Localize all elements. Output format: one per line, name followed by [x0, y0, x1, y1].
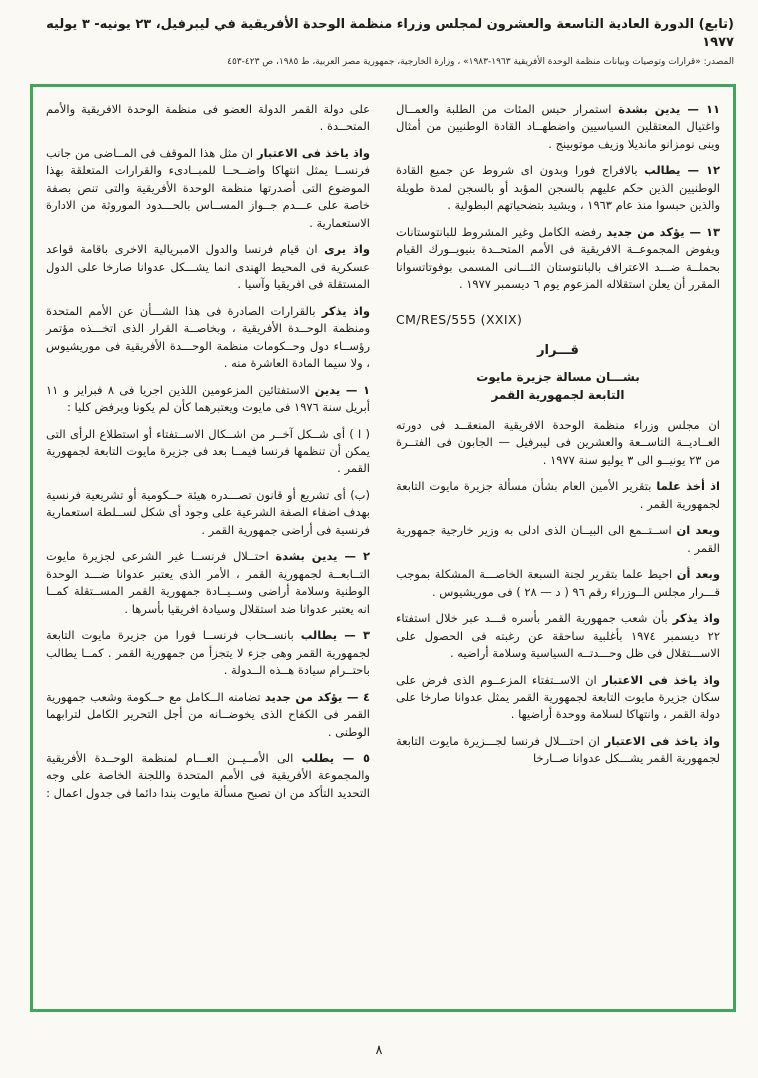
resolution-code: CM/RES/555 (XXIX) — [396, 311, 523, 327]
paragraph-text: احيط علما بتقرير لجنة السبعة الخاصـــة المشكلة بموجب قـــرار مجلس الــوزراء رقم ٩٦ ( د — ٢٨ ) فى موريشيوس . — [396, 567, 720, 599]
paragraph-text: ان احتـــلال فرنسا لجـــزيرة مايوت التابعة لجمهورية القمر يشـــكل عدوانا صــارخا — [396, 733, 720, 766]
paragraph-text: ان الاســتفتاء المزعــوم الذى فرض على سكان جزيرة مايوت التابعة لجمهورية القمر يمثل عدوانا صارخا على دولة القمر ، وانتهاكا لسلامة ووحدة أراضيها . — [396, 672, 720, 722]
paragraph-considering-referendum — [396, 672, 720, 724]
paragraph-text: بالقرارات الصادرة فى هذا الشـــأن عن الأمم المتحدة ومنظمة الوحــدة الأفريقية ، وبخاصــة القرار الذى اتخـــذه مؤتمر رؤســاء دول وحــكومات منظمة الوحـــدة الأفريقية فى موريشيوس ، ولا سيما المادة العاشرة منه . — [46, 303, 370, 371]
page-header — [24, 16, 734, 67]
paragraph-lead: اذ أخذ علما — [656, 479, 720, 494]
column-right — [396, 101, 720, 999]
paragraph-lead: وبعد أن — [676, 567, 720, 582]
paragraph-subitem-a — [46, 426, 370, 478]
column-left — [46, 101, 370, 999]
paragraph-lead: ٣ — يطالب — [300, 628, 371, 643]
paragraph-noting-report — [396, 478, 720, 513]
paragraph-text: على دولة القمر الدولة العضو فى منظمة الوحدة الافريقية والأمم المتحــدة . — [46, 102, 370, 134]
paragraph-preamble — [396, 417, 720, 469]
paragraph-text: اســتــمع الى البيــان الذى ادلى به وزير خارجية جمهورية القمر . — [396, 523, 720, 555]
paragraph-text: ان قيام فرنسا والدول الامبريالية الاخرى باقامة قواعد عسكرية فى المحيط الهندى انما يشـــكل عدوانا صارخا على الدول المستقلة فى افريقيا وآسيا . — [46, 242, 370, 292]
paragraph-text: استمرار حبس المئات من الطلبة والعمــال واغتيال المعتقلين السياسيين واضطهــاد القادة الوطنيين من أمثال وينى نومزانو مانديلا وزيف موتوبينج . — [396, 102, 720, 151]
paragraph-item-12 — [396, 162, 720, 214]
paragraph-lead: ١٣ — يؤكد من جديد — [606, 224, 721, 239]
paragraph-text: بأن شعب جمهورية القمر بأسره قـــد عبر خلال استفتاء ٢٢ ديسمبر ١٩٧٤ بأغلبية ساحقة عن رغبته فى الحصول على الاســـتقلال فى ظل وحـــدتــه السياسية وسلامة أراضيه . — [396, 611, 720, 661]
paragraph-lead: ١٢ — يطالب — [644, 163, 720, 178]
session-title: (تابع) الدورة العادية التاسعة والعشرون لمجلس وزراء منظمة الوحدة الأفريقية في ليبرفيل، ٢٣ يونيه- ٣ يوليه ١٩٧٧ — [46, 17, 734, 51]
page-number: ٨ — [375, 1043, 383, 1058]
paragraph-item-13 — [396, 224, 720, 294]
paragraph-text: ان مثل هذا الموقف فى المــاضى من جانب فرنســا يمثل انتهاكا واضــحــا للمبــادىء والقرارات المتعلقة بهذا الموضوع التى أصدرتها منظمة الوحدة الأفريقية والتى تنص بصفة خاصة على عـــدم جــواز المســاس بالحـــدود الموروثة من الادارة الاستعمارية . — [46, 145, 370, 230]
paragraph-text: بالافراج فورا وبدون اى شروط عن جميع القادة الوطنيين الذين حكم عليهم بالسجن المؤبد أو بالسجن لمدة طويلة والذين حبسوا منذ عام ١٩٦٣ ، ويشيد بتضحياتهم البطولية . — [396, 163, 720, 213]
paragraph-lead: ١ — يدين — [314, 382, 370, 397]
paragraph-operative-5 — [46, 750, 370, 802]
paragraph-text: تضامنه الــكامل مع حــكومة وشعب جمهورية القمر فى الكفاح الذى يخوضــانه من أجل التحرير الكامل لترابهما الوطنى . — [46, 689, 370, 739]
resolution-subtitle — [396, 368, 720, 405]
paragraph-text: (ب) أى تشريع أو قانون تصـــدره هيئة حــكومية أو تشريعية فرنسية بهدف اضفاء الصفة الشرعية على وجود أى شكل لســلطة استعمارية فرنسية فى أراضى جمهورية القمر . — [46, 487, 370, 537]
paragraph-lead: ٢ — يدين بشدة — [275, 549, 371, 564]
paragraph-recalling-resolutions — [46, 303, 370, 373]
content-frame — [30, 84, 736, 1012]
paragraph-operative-2 — [46, 548, 370, 618]
paragraph-text: احتــلال فرنســا غير الشرعى لجزيرة مايوت التــابعــة لجمهورية القمر ، الأمر الذى يعتبر عدوانا ضـــد الوحدة الوطنية وسلامة أراضى وســيــادة جمهورية القمر المســتقلة كمــا انه يعتبر عدوانا ضد استقلال وسيادة افريقيا بأسرها . — [46, 549, 370, 616]
source-citation: المصدر: «قرارات وتوصيات وبيانات منظمة الوحدة الأفريقية ١٩٦٣-١٩٨٣» ، وزارة الخارجية، جمهورية مصر العربية، ط ١٩٨٥، ص ٤٢٣-٤٥٣ — [227, 57, 734, 68]
resolution-subtitle-line1: بشـــان مسالة جزيرة مايوت — [476, 369, 640, 384]
paragraph-lead: واذ يذكر — [321, 303, 370, 318]
paragraph-recalling-referendum — [396, 610, 720, 662]
paragraph-heard-statement — [396, 522, 720, 557]
paragraph-text: ان مجلس وزراء منظمة الوحدة الافريقية المنعقــد فى دورته العــاديــة التاســعة والعشرين فى ليبرفيل — الجابون فى الفتــرة من ٢٣ يونيــو الى ٣ يوليو سنة ١٩٧٧ . — [396, 417, 720, 467]
paragraph-lead: ٤ — يؤكد من جديد — [264, 689, 371, 704]
paragraph-military-bases — [46, 241, 370, 293]
paragraph-lead: واذ ياخذ فى الاعتبار — [256, 145, 370, 160]
resolution-subtitle-line2: التابعة لجمهورية القمر — [491, 388, 625, 403]
paragraph-committee-report — [396, 566, 720, 601]
paragraph-operative-1 — [46, 382, 370, 417]
paragraph-lead: ٥ — يطلب — [301, 751, 370, 765]
paragraph-text: ( ا ) أى شــكل آخــر من اشــكال الاســتفتاء أو استطلاع الرأى التى يمكن أن تنظمها فرنسا فيمــا بعد فى جزيرة مايوت التابعة لجمهورية القمر . — [46, 426, 370, 476]
paragraph-lead: وبعد ان — [676, 523, 720, 538]
resolution-title: قـــرار — [537, 342, 579, 358]
paragraph-text: بتقرير الأمين العام بشأن مسألة جزيرة مايوت التابعة لجمهورية القمر . — [396, 479, 720, 511]
paragraph-text: الاستفتائين المزعومين اللذين اجريا فى ٨ فبراير و ١١ أبريل سنة ١٩٧٦ فى مايوت ويعتبرهما كأن لم يكونا ويرفض كليا : — [46, 382, 370, 415]
paragraph-text: رفضه الكامل وغير المشروط للبانتوستانات ويفوض المجموعــة الافريقية فى الأمم المتحــدة بنيويــورك القيام بحملــة ضـــد الاعتراف بالبانتوستان الثـــانى المسمى بوفوتاتسوانا المقرر أن يعلن استقلاله المزعوم يوم ٦ ديسمبر ١٩٧٧ . — [396, 224, 720, 292]
paragraph-lead: واذ ياخذ فى الاعتبار — [602, 672, 720, 687]
paragraph-lead: ١١ — يدين بشدة — [618, 102, 721, 116]
paragraph-operative-4 — [46, 689, 370, 741]
paragraph-text: الى الأمــيــن العـــام لمنظمة الوحــدة الأفريقية والمجموعة الأفريقية فى الأمم المتحدة واللجنة الخاصة على وجه التحديد التأكد من ان تصبح مسألة مايوت بندا دائما فى جدول اعمال : — [46, 751, 370, 800]
paragraph-subitem-b — [46, 487, 370, 539]
paragraph-text: بانســحاب فرنســا فورا من جزيرة مايوت التابعة لجمهورية القمر وهى جزء لا يتجزأ من جمهورية القمر . كمــا يطالب باحتــرام سيادة هــذه الــدولة . — [46, 628, 370, 678]
paragraph-operative-3 — [46, 627, 370, 679]
two-column-layout — [46, 101, 720, 999]
paragraph-item-11 — [396, 101, 720, 153]
paragraph-continuation — [46, 101, 370, 136]
paragraph-considering-position — [46, 145, 370, 232]
paragraph-lead: واذ يذكر — [672, 611, 720, 626]
paragraph-lead: واذ يرى — [324, 242, 370, 257]
paragraph-considering-occupation — [396, 733, 720, 768]
paragraph-lead: واذ ياخذ فى الاعتبار — [604, 733, 721, 748]
